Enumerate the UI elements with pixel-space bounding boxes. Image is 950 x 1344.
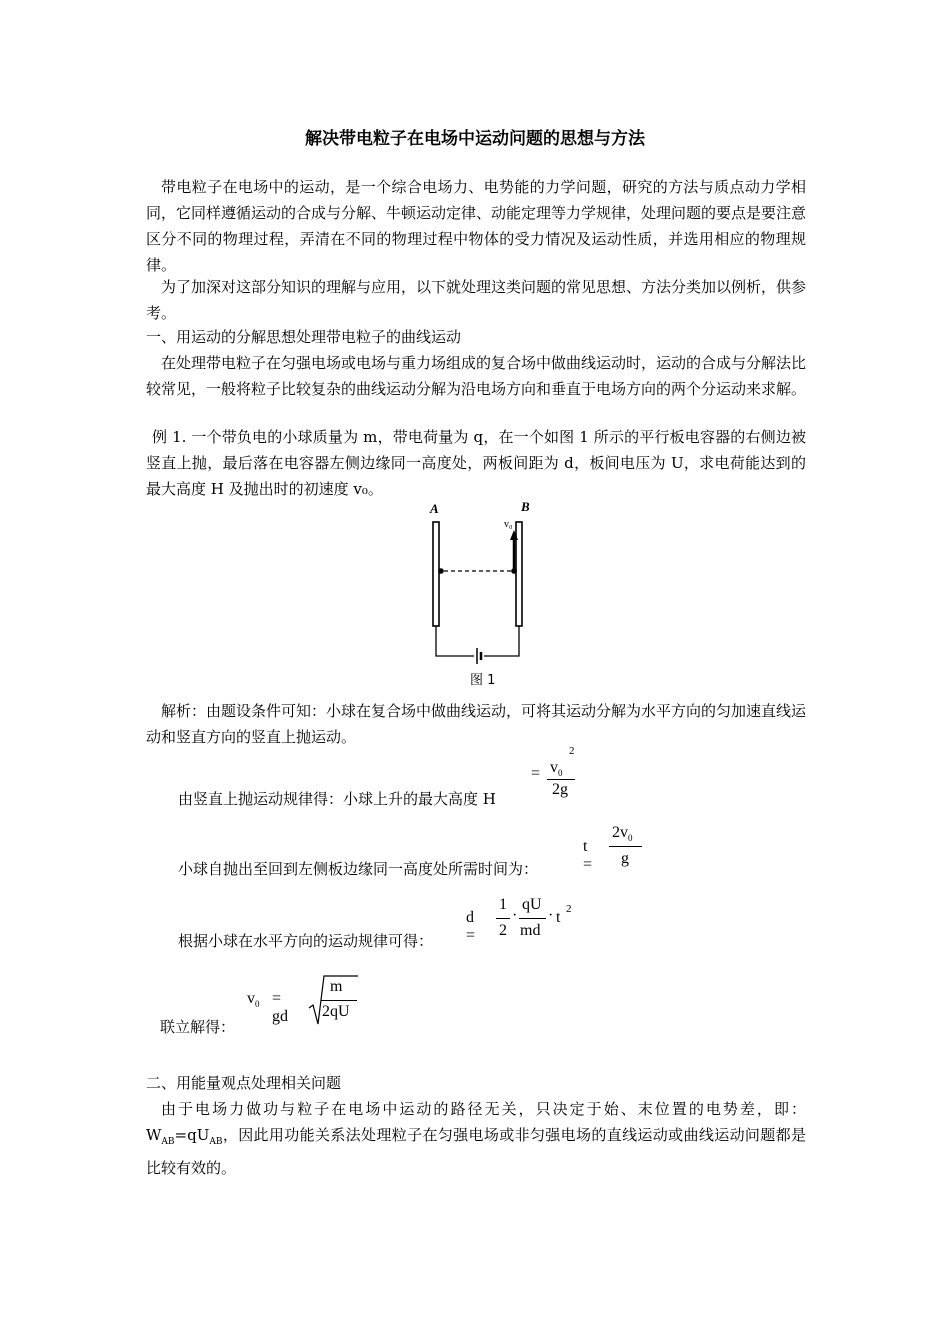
section-2-heading: 二、用能量观点处理相关问题	[146, 1074, 342, 1092]
formula-4-bar	[321, 1000, 357, 1001]
formula-3-half-num: 1	[499, 896, 507, 913]
section-2-paragraph: 由于电场力做功与粒子在电场中运动的路径无关，只决定于始、末位置的电势差，即：$W_{AB}=qU_{AB}$，因此用功能关系法处理粒子在匀强电场或非匀强电场的直线运动或曲线运动问题都是比较有效的。	[146, 1100, 806, 1177]
formula-2-bar	[609, 846, 642, 847]
ball-right	[511, 568, 517, 574]
formula-2-numerator: $2v_0$	[612, 824, 633, 844]
step-3-text: 根据小球在水平方向的运动规律可得：	[178, 932, 434, 950]
formula-3-dot-2: ·	[548, 907, 554, 924]
formula-2-lhs: t =	[583, 838, 593, 873]
intro-paragraph-1: 带电粒子在电场中的运动，是一个综合电场力、电势能的力学问题，研究的方法与质点动力学相同，它同样遵循运动的合成与分解、牛顿运动定律、动能定理等力学规律，处理问题的要点是要注意区分不同的物理过程，弄清在不同的物理过程中物体的受力情况及运动性质，并选用相应的物理规律。	[146, 178, 807, 274]
formula-1-exponent: 2	[569, 745, 575, 757]
formula-2-denominator: g	[621, 850, 629, 867]
formula-4-lhs: $v_0$	[247, 990, 260, 1010]
formula-3-exp: 2	[566, 903, 572, 915]
formula-1-denominator: 2g	[552, 781, 568, 798]
section-1-heading: 一、用运动的分解思想处理带电粒子的曲线运动	[146, 328, 462, 346]
page-title: 解决带电粒子在电场中运动问题的思想与方法	[305, 129, 645, 149]
example-1-text: 例 1. 一个带负电的小球质量为 m，带电荷量为 q，在一个如图 1 所示的平行板电容器的右侧边被竖直上抛，最后落在电容器左侧边缘同一高度处，两板间距为 d，板间电压为 U，求电荷能达到的最大高度 H 及抛出时的初速度 v₀。	[146, 428, 806, 498]
analysis-paragraph: 解析：由题设条件可知：小球在复合场中做曲线运动，可将其运动分解为水平方向的匀加速直线运动和竖直方向的竖直上抛运动。	[146, 702, 807, 746]
ball-left	[438, 568, 444, 574]
formula-3-bar-2	[519, 918, 546, 919]
figure-caption: 图 1	[470, 673, 496, 688]
step-4-text: 联立解得：	[160, 1018, 236, 1036]
formula-3-t: t	[556, 909, 561, 926]
formula-3-lhs: d =	[466, 909, 476, 944]
formula-1-equals: =	[531, 765, 541, 782]
formula-3-md: md	[520, 922, 541, 939]
circuit-wire-right	[484, 626, 519, 656]
formula-1-numerator: $v_0$	[550, 759, 563, 779]
intro-paragraph-2: 为了加深对这部分知识的理解与应用，以下就处理这类问题的常见思想、方法分类加以例析，供参考。	[146, 278, 807, 322]
formula-4-mid: = gd	[272, 990, 288, 1025]
formula-3-dot-1: ·	[512, 907, 518, 924]
formula-1-bar	[547, 779, 575, 780]
formula-3-half-den: 2	[499, 922, 507, 939]
circuit-wire	[436, 626, 474, 656]
section-1-paragraph: 在处理带电粒子在匀强电场或电场与重力场组成的复合场中做曲线运动时，运动的合成与分解法比较常见，一般将粒子比较复杂的曲线运动分解为沿电场方向和垂直于电场方向的两个分运动来求解。	[146, 354, 807, 398]
plate-a	[433, 522, 439, 626]
step-2-text: 小球自抛出至回到左侧板边缘同一高度处所需时间为：	[178, 860, 539, 878]
figure-label-a: A	[430, 501, 439, 516]
formula-4-denominator: 2qU	[322, 1003, 350, 1020]
formula-3-qu: qU	[522, 896, 542, 913]
formula-3-bar-1	[496, 918, 510, 919]
figure-label-b: B	[521, 499, 530, 514]
figure-label-v0: v₀	[504, 519, 513, 530]
step-1-text: 由竖直上抛运动规律得：小球上升的最大高度 H	[178, 790, 496, 808]
formula-4-numerator: m	[330, 978, 343, 995]
capacitor-figure	[418, 496, 538, 692]
